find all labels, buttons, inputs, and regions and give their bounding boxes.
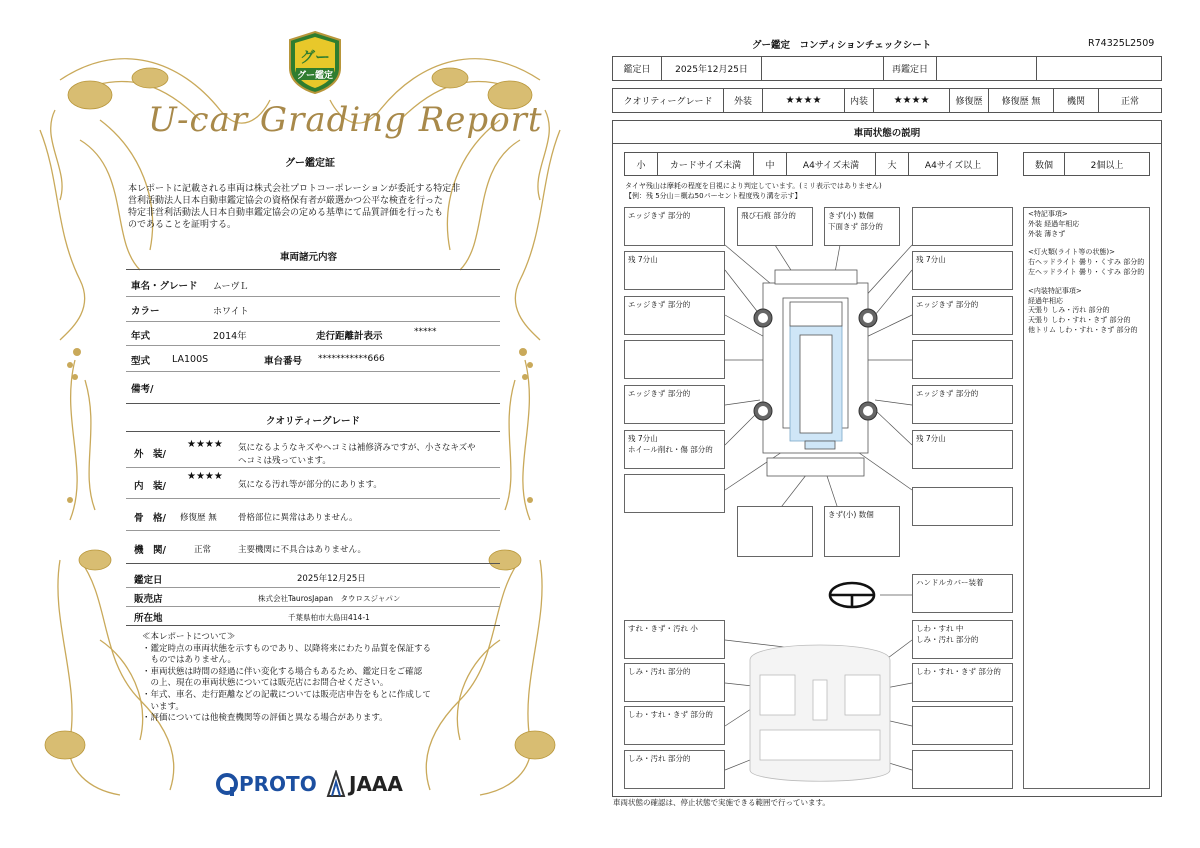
condition-text: エッジきず 部分的 bbox=[628, 389, 691, 398]
repair-value-text: 修復歴 無 bbox=[1001, 97, 1041, 107]
exterior-car-outline bbox=[763, 270, 868, 476]
sheet-title: グー鑑定 コンディションチェックシート bbox=[752, 40, 932, 51]
notes-title: ≪本レポートについて≫ bbox=[142, 632, 236, 642]
interior-notes-line: 経過年相応 bbox=[1028, 296, 1063, 305]
size-mid-desc-text: A4サイズ未満 bbox=[802, 160, 860, 171]
exterior-label-text: 外装 bbox=[733, 97, 752, 107]
interior-notes-line: 他トリム しわ・すれ・きず 部分的 bbox=[1028, 325, 1138, 334]
condition-box bbox=[824, 207, 900, 246]
exterior-comment: ヘコミは残っています。 bbox=[238, 456, 331, 466]
date-label-text: 鑑定日 bbox=[623, 65, 651, 75]
interior-label-text: 内装 bbox=[849, 97, 868, 107]
date-value: 2025年12月25日 bbox=[297, 574, 366, 584]
interior-car-outline bbox=[750, 645, 890, 781]
condition-box bbox=[912, 750, 1013, 789]
condition-header-text: 車両状態の説明 bbox=[853, 128, 921, 139]
note-line: ・車両状態は時間の経過に伴い変化する場合もあるため、鑑定日をご確認 bbox=[142, 666, 423, 677]
color-label: カラー bbox=[131, 306, 160, 317]
logo-text: グー鑑定 bbox=[296, 71, 334, 81]
condition-box bbox=[624, 296, 725, 335]
engine-comment: 主要機関に不具合はありません。 bbox=[238, 545, 367, 555]
proto-logo-icon bbox=[216, 773, 238, 797]
condition-box bbox=[912, 296, 1013, 335]
model-label: 型式 bbox=[131, 356, 151, 367]
jaaa-logo: JAAA bbox=[349, 772, 403, 796]
special-line: 外装 経過年相応 bbox=[1028, 219, 1080, 228]
condition-text: 残 7分山 bbox=[916, 434, 946, 443]
size-small-text: 小 bbox=[636, 160, 646, 171]
shop-label: 販売店 bbox=[134, 594, 163, 605]
size-mid-text: 中 bbox=[765, 160, 775, 171]
footer-note: 車両状態の確認は、停止状態で実施できる範囲で行っています。 bbox=[613, 798, 830, 807]
note-line: ・鑑定時点の車両状態を示すものであり、以降将来にわたり品質を保証する bbox=[142, 643, 432, 654]
condition-box bbox=[912, 340, 1013, 379]
spec-header: 車両諸元内容 bbox=[280, 252, 338, 263]
note-line: ものではありません。 bbox=[142, 655, 237, 666]
size-small-desc-text: カードサイズ未満 bbox=[669, 160, 742, 171]
engine-label: 機 関/ bbox=[134, 545, 166, 556]
frame-label: 骨 格/ bbox=[134, 513, 166, 524]
note-line: ・年式、車名、走行距離などの記載については販売店申告をもとに作成して bbox=[142, 689, 431, 700]
mileage-value: ***** bbox=[414, 327, 437, 337]
intro-line: 本レポートに記載される車両は株式会社プロトコーポレーションが委託する特定非 bbox=[128, 184, 461, 194]
frame-comment: 骨格部位に異常はありません。 bbox=[238, 513, 358, 523]
chassis-label: 車台番号 bbox=[264, 356, 303, 367]
condition-text: きず(小) 数個 bbox=[828, 211, 874, 220]
interior-stars-text: ★★★★ bbox=[893, 95, 930, 106]
condition-text: 飛び石痕 部分的 bbox=[741, 211, 796, 220]
lights-line: 左ヘッドライト 曇り・くすみ 部分的 bbox=[1028, 267, 1145, 276]
condition-text: 残 7分山 bbox=[628, 434, 658, 443]
condition-text: しみ・汚れ 部分的 bbox=[628, 667, 691, 676]
note-line: ・評価については他検査機関等の評価と異なる場合があります。 bbox=[142, 713, 388, 724]
condition-box bbox=[624, 430, 725, 469]
condition-box bbox=[912, 385, 1013, 424]
cert-title: グー鑑定証 bbox=[285, 158, 335, 169]
reappraisal-label-text: 再鑑定日 bbox=[891, 65, 928, 75]
car-name-label: 車名・グレード bbox=[131, 281, 198, 292]
lights-title: <灯火類(ライト等の状態)> bbox=[1028, 248, 1115, 257]
svg-text:グー: グー bbox=[299, 48, 331, 66]
lights-line: 右ヘッドライト 曇り・くすみ 部分的 bbox=[1028, 258, 1145, 267]
special-notes-panel bbox=[1023, 207, 1150, 789]
intro-text bbox=[128, 183, 508, 231]
shop-value: 株式会社TaurosJapan タウロスジャパン bbox=[258, 594, 401, 603]
date-value-text: 2025年12月25日 bbox=[675, 65, 748, 75]
quality-header: クオリティーグレード bbox=[266, 416, 361, 427]
chassis-value: ***********666 bbox=[318, 354, 385, 364]
count-label-text: 数個 bbox=[1034, 160, 1053, 171]
condition-box bbox=[624, 474, 725, 513]
condition-text: エッジきず 部分的 bbox=[628, 300, 691, 309]
size-large-desc-text: A4サイズ以上 bbox=[924, 160, 982, 171]
condition-text: 残 7分山 bbox=[916, 255, 946, 264]
condition-box bbox=[624, 251, 725, 290]
interior-notes-title: <内装特記事項> bbox=[1028, 286, 1082, 295]
divider bbox=[126, 403, 500, 404]
report-title: U-car Grading Report bbox=[148, 100, 543, 140]
condition-box bbox=[912, 487, 1013, 526]
condition-box bbox=[824, 506, 900, 557]
car-name-value: ムーヴＬ bbox=[213, 282, 249, 292]
condition-text: エッジきず 部分的 bbox=[628, 211, 691, 220]
condition-text: ホイール削れ・傷 部分的 bbox=[628, 445, 713, 454]
condition-box bbox=[912, 663, 1013, 702]
date-label: 鑑定日 bbox=[134, 575, 163, 586]
steering-wheel-icon bbox=[830, 583, 874, 607]
divider bbox=[126, 269, 500, 270]
condition-box bbox=[624, 706, 725, 745]
right-page bbox=[600, 0, 1200, 848]
condition-box bbox=[624, 385, 725, 424]
divider bbox=[126, 345, 500, 346]
condition-text: しわ・すれ 中 bbox=[916, 624, 964, 633]
condition-text: エッジきず 部分的 bbox=[916, 300, 979, 309]
model-value: LA100S bbox=[172, 354, 209, 365]
interior-notes-line: 天張り しわ・すれ・きず 部分的 bbox=[1028, 316, 1131, 325]
intro-line: 営利活動法人日本自動車鑑定協会の資格保有者が厳選かつ公平な検査を行った bbox=[128, 196, 444, 206]
condition-box bbox=[912, 574, 1013, 613]
condition-text: しわ・すれ・きず 部分的 bbox=[628, 710, 713, 719]
color-value: ホワイト bbox=[213, 307, 249, 317]
intro-line: 特定非営利活動法人日本自動車鑑定協会の定める基準にて品質評価を行ったも bbox=[128, 208, 444, 218]
condition-text: 下面きず 部分的 bbox=[828, 222, 883, 231]
condition-text: しわ・すれ・きず 部分的 bbox=[916, 667, 1001, 676]
exterior-label: 外 装/ bbox=[134, 449, 166, 460]
year-label: 年式 bbox=[131, 331, 151, 342]
intro-line: のであることを証明する。 bbox=[128, 220, 237, 230]
remarks-label: 備考/ bbox=[131, 384, 154, 395]
condition-text: 残 7分山 bbox=[628, 255, 658, 264]
condition-box bbox=[912, 430, 1013, 469]
report-notes bbox=[142, 632, 502, 725]
divider bbox=[126, 625, 500, 626]
address-value: 千葉県柏市大島田414-1 bbox=[288, 613, 370, 622]
quality-label-text: クオリティーグレード bbox=[623, 97, 713, 107]
condition-text: しみ・汚れ 部分的 bbox=[628, 754, 691, 763]
special-title: <特記事項> bbox=[1028, 210, 1068, 218]
condition-text: しみ・汚れ 部分的 bbox=[916, 635, 979, 644]
sheet-id: R74325L2509 bbox=[1088, 38, 1155, 49]
goo-appraisal-logo bbox=[286, 30, 344, 94]
divider bbox=[126, 431, 500, 432]
interior-label: 内 装/ bbox=[134, 481, 166, 492]
size-large-text: 大 bbox=[887, 160, 897, 171]
condition-box bbox=[624, 750, 725, 789]
condition-text: すれ・きず・汚れ 小 bbox=[628, 624, 698, 633]
frame-value: 修復歴 無 bbox=[180, 513, 217, 523]
condition-box bbox=[624, 620, 725, 659]
special-line: 外装 薄きず bbox=[1028, 229, 1066, 238]
condition-box bbox=[912, 251, 1013, 290]
interior-notes-line: 天張り しみ・汚れ 部分的 bbox=[1028, 306, 1110, 315]
interior-comment: 気になる汚れ等が部分的にあります。 bbox=[238, 480, 382, 490]
condition-text: きず(小) 数個 bbox=[828, 510, 874, 519]
proto-logo: PROTO bbox=[239, 772, 317, 796]
count-value-text: 2個以上 bbox=[1090, 160, 1124, 171]
condition-box bbox=[737, 506, 813, 557]
exterior-comment: 気になるようなキズやヘコミは補修済みですが、小さなキズや bbox=[238, 443, 476, 453]
divider bbox=[126, 563, 500, 564]
engine-value-text: 正常 bbox=[1120, 97, 1139, 107]
address-label: 所在地 bbox=[134, 613, 163, 624]
note-line: の上、現在の車両状態については販売店にお問合せください。 bbox=[142, 678, 389, 689]
repair-label-text: 修復歴 bbox=[955, 97, 983, 107]
condition-box bbox=[737, 207, 813, 246]
note-line: います。 bbox=[142, 701, 184, 712]
engine-label-text: 機関 bbox=[1066, 97, 1085, 107]
interior-stars: ★★★★ bbox=[187, 471, 223, 482]
exterior-stars-text: ★★★★ bbox=[785, 95, 822, 106]
condition-box bbox=[912, 706, 1013, 745]
condition-box bbox=[912, 620, 1013, 659]
condition-box bbox=[624, 340, 725, 379]
condition-box bbox=[912, 207, 1013, 246]
condition-text: ハンドルカバー装着 bbox=[916, 578, 984, 587]
divider bbox=[126, 467, 500, 468]
divider bbox=[126, 296, 500, 297]
exterior-stars: ★★★★ bbox=[187, 439, 223, 450]
divider bbox=[126, 498, 500, 499]
jaaa-logo-icon bbox=[326, 770, 346, 798]
year-value: 2014年 bbox=[213, 331, 247, 342]
divider bbox=[126, 530, 500, 531]
divider bbox=[126, 606, 500, 607]
condition-box bbox=[624, 663, 725, 702]
divider bbox=[126, 587, 500, 588]
condition-text: エッジきず 部分的 bbox=[916, 389, 979, 398]
condition-box bbox=[624, 207, 725, 246]
engine-value: 正常 bbox=[194, 545, 212, 555]
tire-note: 【例：残 5分山＝概ね50パーセント程度残り溝を示す】 bbox=[625, 192, 802, 200]
divider bbox=[126, 321, 500, 322]
mileage-label: 走行距離計表示 bbox=[316, 331, 383, 342]
divider bbox=[126, 371, 500, 372]
tire-note: タイヤ残山は摩耗の程度を目視により判定しています。(ミリ表示ではありません) bbox=[625, 182, 882, 190]
